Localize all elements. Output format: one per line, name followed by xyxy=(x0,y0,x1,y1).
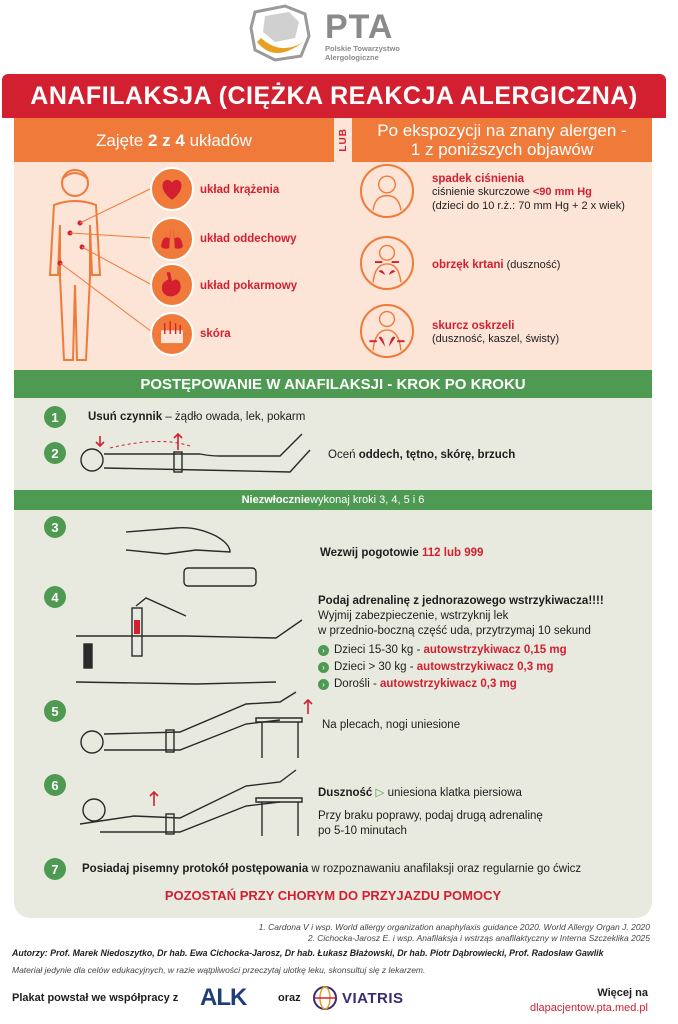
authors: Autorzy: Prof. Marek Niedoszytko, Dr hab. Ewa Cichocka-Jarosz, Dr hab. Łukasz Błażowski, Dr hab. Piotr Dąbrowiecki, Prof. Radosław Gawlik xyxy=(12,948,604,958)
dose-item: › Dzieci 15-30 kg - autowstrzykiwacz 0,15 mg xyxy=(318,644,567,656)
step-4-line2: w przednio-boczną część uda, przytrzymaj 10 sekund xyxy=(318,625,591,637)
bronchi-icon xyxy=(360,304,414,358)
dose-item: › Dorośli - autowstrzykiwacz 0,3 mg xyxy=(318,678,567,690)
more-label: Więcej na xyxy=(597,987,648,999)
skin-icon xyxy=(150,312,194,356)
poland-map-logo-icon xyxy=(245,2,315,64)
step-5-number: 5 xyxy=(44,700,66,722)
step-3-text: Wezwij pogotowie 112 lub 999 xyxy=(320,547,484,559)
viatris-logo: VIATRIS xyxy=(342,990,404,1007)
logo-text: PTA xyxy=(325,8,394,46)
step-5-text: Na plecach, nogi uniesione xyxy=(322,719,461,731)
reference-1: 1. Cardona V i wsp. World allergy organization anaphylaxis guidance 2020. World Allergy Organ J. 2020 xyxy=(258,922,650,932)
pta-logo xyxy=(245,2,445,66)
symptom-bronchospasm xyxy=(432,320,559,346)
references xyxy=(259,922,650,944)
step-4-title: Podaj adrenalinę z jednorazowego wstrzykiwacza!!!! xyxy=(318,595,604,607)
symptom-text-pressure: ciśnienie skurczowe <90 mm Hg xyxy=(432,186,592,198)
autoinjector-thigh-icon xyxy=(76,592,312,696)
step-4-number: 4 xyxy=(44,586,66,608)
symptom-text-bronchi: (duszność, kaszel, świsty) xyxy=(432,333,560,345)
step-3-number: 3 xyxy=(44,516,66,538)
step-4-line1: Wyjmij zabezpieczenie, wstrzyknij lek xyxy=(318,610,509,622)
viatris-globe-icon xyxy=(312,985,338,1011)
criteria-right-line1: Po ekspozycji na znany alergen - xyxy=(377,121,627,140)
lub-label: LUB xyxy=(337,128,349,152)
hand-phone-icon xyxy=(126,516,266,592)
step-7-number: 7 xyxy=(44,858,66,880)
raised-chest-patient-icon xyxy=(70,766,320,842)
criteria-left xyxy=(14,118,334,162)
person-bust-icon xyxy=(360,164,414,218)
legs-raised-patient-icon xyxy=(70,688,320,766)
system-label-respiratory: układ oddechowy xyxy=(200,233,297,245)
step-6-rest: uniesiona klatka piersiowa xyxy=(387,787,522,799)
disclaimer: Materiał jedynie dla celów edukacyjnych, w razie wątpliwości przeczytaj ulotkę leku, skonsultuj się z lekarzem. xyxy=(12,965,426,975)
symptom-text-pressure-kids: (dzieci do 10 r.ż.: 70 mm Hg + 2 x wiek) xyxy=(432,200,625,212)
step-6-text xyxy=(318,786,543,839)
criteria-left-suffix: układów xyxy=(184,130,252,150)
immediately-rest: wykonaj kroki 3, 4, 5 i 6 xyxy=(310,494,425,506)
lub-separator xyxy=(334,118,352,162)
symptom-title-bronchi: skurcz oskrzeli xyxy=(432,320,515,332)
immediately-banner xyxy=(14,490,652,510)
title-banner xyxy=(2,74,666,118)
criteria-left-bold: 2 z 4 xyxy=(148,130,185,150)
symptom-larynx xyxy=(432,258,560,272)
step-1-number: 1 xyxy=(44,406,66,428)
oraz-text: oraz xyxy=(278,992,301,1004)
criteria-right xyxy=(352,118,652,162)
steps-header-text: POSTĘPOWANIE W ANAFILAKSJI - KROK PO KROKU xyxy=(140,375,526,393)
step-7-text: Posiadaj pisemny protokół postępowania w rozpoznawaniu anafilaksji oraz regularnie go ćwicz xyxy=(82,863,582,875)
symptom-title-larynx: obrzęk krtani xyxy=(432,259,504,271)
step-6-bold: Duszność xyxy=(318,787,373,799)
criteria-left-prefix: Zajęte xyxy=(96,130,148,150)
criteria-right-line2: 1 z poniższych objawów xyxy=(410,140,594,159)
symptom-title-pressure: spadek ciśnienia xyxy=(432,173,525,185)
step-2-text: Oceń oddech, tętno, skórę, brzuch xyxy=(328,449,516,461)
stomach-icon xyxy=(150,263,194,307)
larynx-icon xyxy=(360,236,414,290)
step-6-line2: Przy braku poprawy, podaj drugą adrenalinę xyxy=(318,810,543,822)
more-url-link[interactable]: dlapacjentow.pta.med.pl xyxy=(529,1002,648,1014)
lungs-icon xyxy=(150,217,194,261)
step-4-text xyxy=(318,594,604,639)
symptom-blood-pressure xyxy=(432,173,625,213)
step-6-line3: po 5-10 minutach xyxy=(318,825,407,837)
symptom-suffix-larynx: (duszność) xyxy=(503,259,561,271)
step-2-number: 2 xyxy=(44,442,66,464)
chevron-right-icon: › xyxy=(318,645,329,656)
steps-header xyxy=(14,370,652,398)
immediately-bold: Niezwłocznie xyxy=(241,494,311,506)
dose-item: › Dzieci > 30 kg - autowstrzykiwacz 0,3 mg xyxy=(318,661,567,673)
final-message: POZOSTAŃ PRZY CHORYM DO PRZYJAZDU POMOCY xyxy=(164,888,502,903)
alk-logo: ALK xyxy=(200,984,247,1011)
dose-list xyxy=(318,644,567,690)
system-label-skin: skóra xyxy=(200,328,231,340)
reference-2: 2. Cichocka-Jarosz E. i wsp. Anafilaksja i wstrząs anafilaktyczny w Interna Szczeklika 2025 xyxy=(307,933,650,943)
partner-text: Plakat powstał we współpracy z xyxy=(12,992,179,1004)
heart-icon xyxy=(150,167,194,211)
chevron-right-icon: › xyxy=(318,662,329,673)
step-6-number: 6 xyxy=(44,774,66,796)
leader-lines xyxy=(60,180,160,340)
system-label-circulatory: układ krążenia xyxy=(200,184,280,196)
system-label-digestive: układ pokarmowy xyxy=(200,280,298,292)
step-1-text: Usuń czynnik – żądło owada, lek, pokarm xyxy=(88,411,306,423)
logo-subtitle: Polskie Towarzystwo Alergologiczne xyxy=(325,44,400,62)
lying-patient-illustration-icon xyxy=(70,426,320,482)
page-title: ANAFILAKSJA (CIĘŻKA REAKCJA ALERGICZNA) xyxy=(30,81,638,110)
triangle-right-icon: ▷ xyxy=(375,787,385,799)
chevron-right-icon: › xyxy=(318,679,329,690)
more-info xyxy=(530,986,648,1016)
